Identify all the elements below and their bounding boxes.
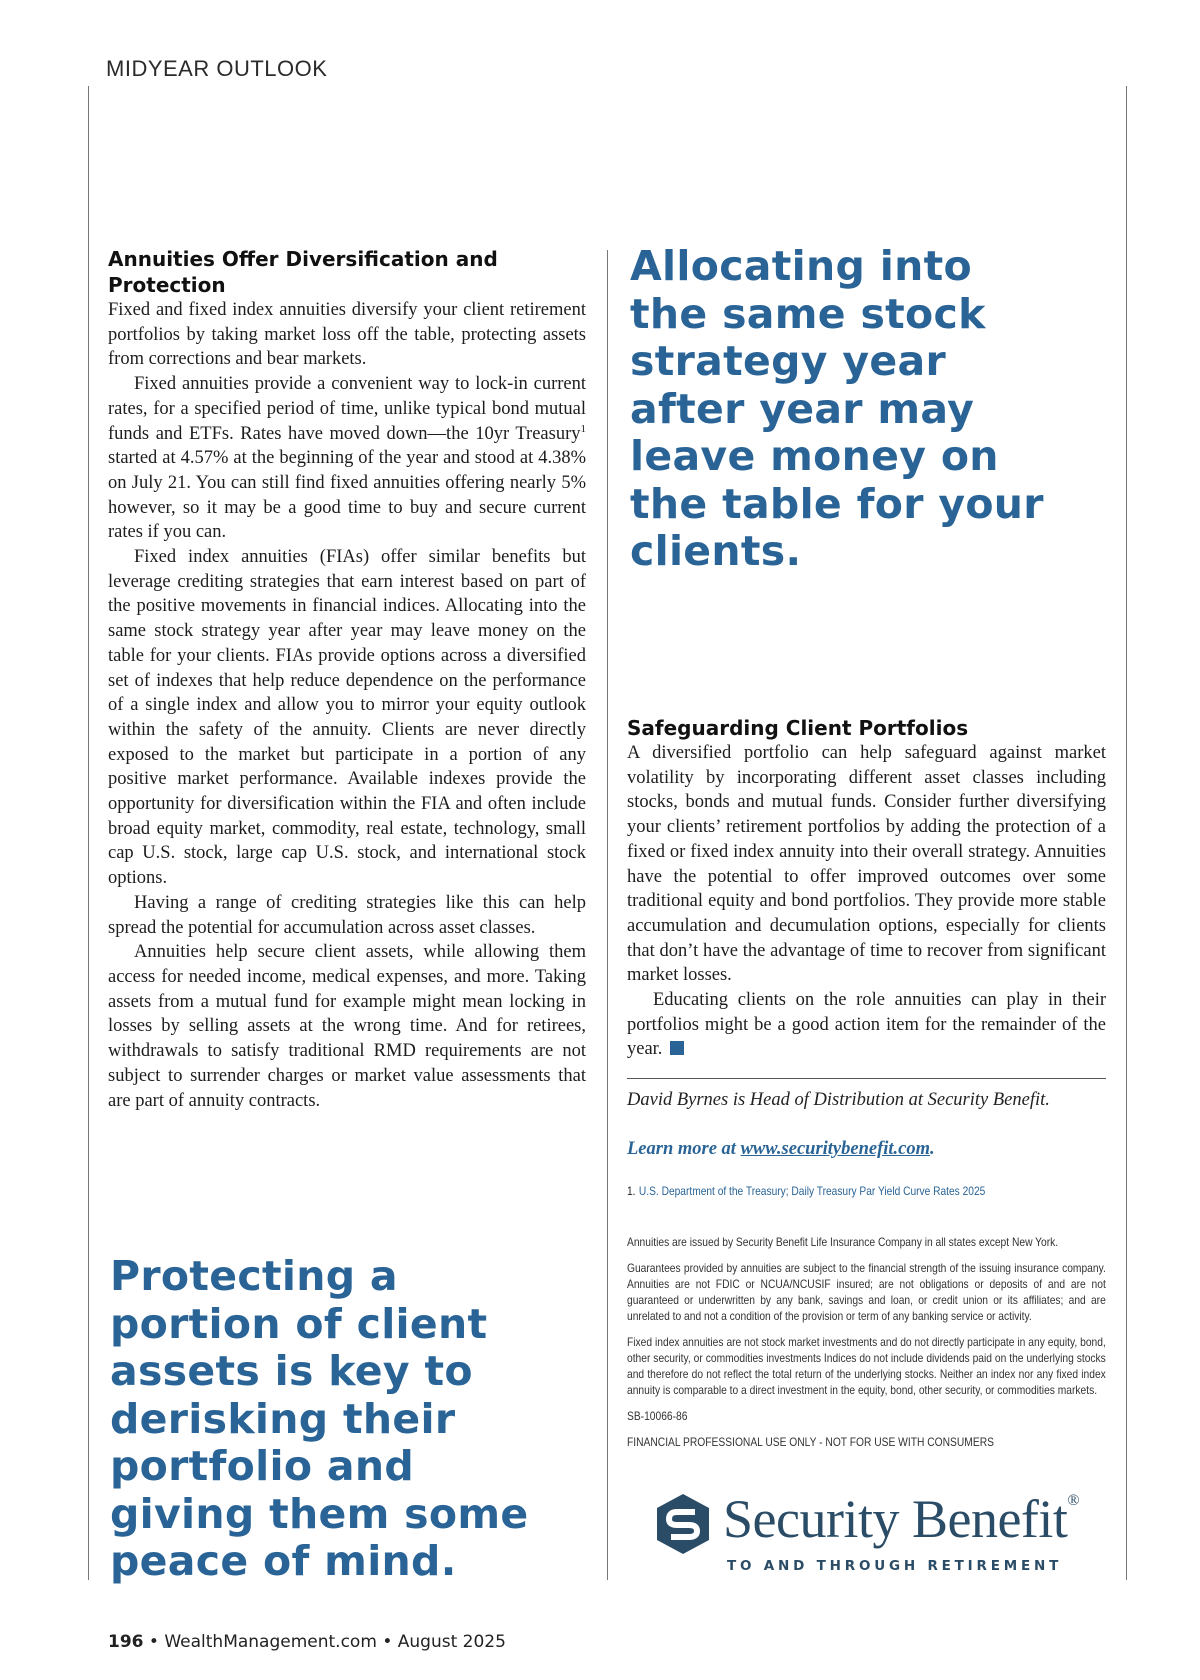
issue-date: August 2025: [397, 1632, 506, 1652]
paragraph: [108, 372, 586, 545]
disclaimer-code: SB-10066-86: [627, 1409, 688, 1423]
paragraph: Fixed index annuities (FIAs) offer similar benefits but leverage crediting strategies that earn interest based on part of the positive movements in financial indices. Allocating into the same stock strategy year after year may leave money on the table for your clients. FIAs provide options across a diversified set of indexes that help reduce dependence on the performance of a single index and allow you to mirror your equity outlook within the safety of the annuity. Clients are never directly exposed to the market but participate in a portion of any positive market performance. Available indexes provide the opportunity for diversification within the FIA and often include broad equity market, commodity, real estate, technology, small cap U.S. stock, large cap U.S. stock, and international stock options.: [108, 547, 586, 889]
footer-separator: •: [148, 1632, 159, 1652]
left-border-line: [88, 86, 89, 1580]
learn-more-prefix: Learn more at: [627, 1139, 741, 1159]
footnote: [627, 1184, 985, 1198]
pullquote-top: Allocating into the same stock strategy year after year may leave money on the table for your clients.: [630, 242, 1044, 575]
disclaimer-block: [627, 1234, 1106, 1460]
footnote-reference: 1: [580, 422, 586, 435]
website-link[interactable]: www.securitybenefit.com: [740, 1139, 931, 1159]
paragraph-text: Educating clients on the role annuities can play in their portfolios might be a good action item for the remainder of the year.: [627, 990, 1106, 1060]
right-body-text: [627, 741, 1106, 1062]
section-label: MIDYEAR OUTLOOK: [106, 56, 328, 81]
paragraph: Fixed and fixed index annuities diversify your client retirement portfolios by taking market loss off the table, protecting assets from corrections and bear markets.: [108, 300, 586, 370]
end-of-article-square-icon: [670, 1041, 684, 1055]
left-body-text: [108, 298, 586, 1113]
left-article-column: [108, 246, 586, 1113]
paragraph-text: started at 4.57% at the beginning of the year and stood at 4.38% on July 21. You can still find fixed annuities offering nearly 5% however, so it may be a good time to buy and secure current rates if you can.: [108, 448, 586, 543]
disclaimer-issuer: Annuities are issued by Security Benefit Life Insurance Company in all states except New York.: [627, 1235, 1059, 1249]
paragraph: A diversified portfolio can help safeguard against market volatility by incorporating different asset classes including stocks, bonds and mutual funds. Consider further diversifying your clients’ retirement portfolios by adding the protection of a fixed or fixed index annuity into their overall strategy. Annuities have the potential to offer improved outcomes over some traditional equity and bond portfolios. They provide more stable accumulation and decumulation options, especially for clients that don’t have the advantage of time to recover from significant market losses.: [627, 743, 1106, 986]
paragraph: [627, 988, 1106, 1062]
security-benefit-logo-icon: [655, 1492, 711, 1556]
footnote-text: U.S. Department of the Treasury; Daily Treasury Par Yield Curve Rates 2025: [638, 1184, 986, 1198]
footer-separator: •: [382, 1632, 393, 1652]
disclaimer-professional-use: FINANCIAL PROFESSIONAL USE ONLY - NOT FOR USE WITH CONSUMERS: [627, 1435, 994, 1449]
page-footer: [108, 1632, 506, 1652]
disclaimer-guarantees: Guarantees provided by annuities are subject to the financial strength of the issuing insurance company. Annuities are not FDIC or NCUA/NCUSIF insured; are not obligations or deposits of and are not guaranteed or underwritten by any bank, savings and loan, or credit union or its affiliates; and are unrelated to and not a condition of the provision or term of any banking service or activity.: [627, 1261, 1106, 1323]
right-article-column: [627, 715, 1106, 1062]
footnote-number: 1.: [627, 1184, 636, 1198]
paragraph-text: Fixed annuities provide a convenient way to lock-in current rates, for a specified period of time, unlike typical bond mutual funds and ETFs. Rates have moved down—the 10yr Treasury: [108, 374, 586, 444]
publication-name: WealthManagement.com: [164, 1632, 377, 1652]
page-number: 196: [108, 1632, 144, 1652]
right-border-line: [1126, 86, 1127, 1580]
learn-more-line: [627, 1139, 935, 1160]
section-heading-annuities: Annuities Offer Diversification and Protection: [108, 247, 498, 297]
paragraph: Having a range of crediting strategies like this can help spread the potential for accumulation across asset classes.: [108, 892, 586, 938]
author-byline: David Byrnes is Head of Distribution at Security Benefit.: [627, 1090, 1050, 1110]
byline-divider: [627, 1078, 1106, 1079]
paragraph: Annuities help secure client assets, while allowing them access for needed income, medical expenses, and more. Taking assets from a mutual fund for example might mean locking in losses by selling assets at the wrong time. And for retirees, withdrawals to satisfy traditional RMD requirements are not subject to surrender charges or market value assessments that are part of annuity contracts.: [108, 942, 586, 1111]
logo-wordmark: [723, 1488, 1079, 1550]
security-benefit-logo: [655, 1489, 1095, 1582]
pullquote-bottom: Protecting a portion of client assets is key to derisking their portfolio and giving them some peace of mind.: [110, 1252, 529, 1585]
learn-more-suffix: .: [930, 1139, 935, 1159]
column-divider-line: [607, 250, 608, 1580]
disclaimer-fia: Fixed index annuities are not stock market investments and do not directly participate in any equity, bond, other security, or commodities investments Indices do not include dividends paid on the underlying stocks and therefore do not reflect the total return of the underlying stocks. Neither an index nor any fixed index annuity is comparable to a direct investment in the equity, bond, other security, or commodities markets.: [627, 1335, 1106, 1397]
registered-mark: ®: [1067, 1492, 1080, 1509]
section-heading-safeguarding: Safeguarding Client Portfolios: [627, 716, 969, 740]
logo-tagline: TO AND THROUGH RETIREMENT: [727, 1558, 1063, 1574]
logo-name-text: Security Benefit: [723, 1489, 1068, 1549]
